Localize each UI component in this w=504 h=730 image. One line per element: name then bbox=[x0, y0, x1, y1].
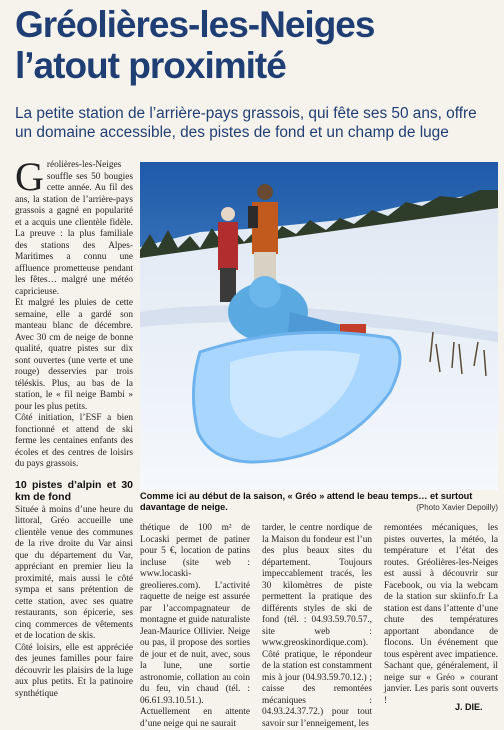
photo-caption: Comme ici au début de la saison, « Gréo » attend le beau temps… et surtout davantage de neige. bbox=[140, 491, 473, 512]
column-4 bbox=[384, 523, 498, 707]
paragraph: thétique de 100 m² de Locaski permet de patiner pour 5 €, location de patins incluse (site web : www.locaski-greolieres.com). L’activité raquette de neige est assurée par l’accompagnateur de montagne et guide naturaliste Jean-Maurice Ollivier. Neige ou pas, il propose des sorties de jour et de nuit, avec, sous la lune, une sortie astronomie, collation au coin du feu, vin chaud (tél. : 06.61.93.10.51.). Actuellement en attente d’une neige qui ne saurait bbox=[140, 523, 250, 729]
intro-paragraph: réolières-les-Neiges souffle ses 50 bougies cette année. Au fil des ans, la station de l’arrière-pays grassois a gagné en popularité et a acquis une clientèle fidèle. La preuve : la plus familiale des stations des Alpes-Maritimes a connu une affluence prometteuse pendant les fêtes… malgré une météo capricieuse. bbox=[15, 160, 133, 297]
deck-subtitle: La petite station de l’arrière-pays grassois, qui fête ses 50 ans, offre un domaine accessible, des pistes de fond et un champ de luge bbox=[15, 105, 477, 141]
paragraph: tarder, le centre nordique de la Maison du fondeur est l’un des plus beaux sites du département. Toujours impeccablement tracés, les 30 kilomètres de piste permettent la pratique des différents styles de ski de fond (tél. : 04.93.59.70.57., site web : www.greoskinordique.com). Côté pratique, le répondeur de la station est constamment mis à jour (04.93.59.70.12.) ; caisse des remontées mécaniques : 04.93.24.37.72.) pour tout savoir sur l’enneigement, les bbox=[262, 523, 372, 729]
paragraph: Située à moins d’une heure du littoral, Gréo accueille une clientèle venue des communes de la rive droite du Var ainsi que du département du Var, appréciant en premier lieu la proximité, mais aussi le côté sympa et sans prétention de cette station, avec ses quatre restaurants, son épicerie, ses cinq commerces de vêtements et de location de skis. bbox=[15, 504, 133, 641]
column-1 bbox=[15, 154, 133, 700]
column-2 bbox=[140, 523, 250, 730]
drop-cap: G bbox=[15, 154, 44, 199]
ski-photo-illustration bbox=[140, 162, 498, 490]
photo-credit: (Photo Xavier Depoilly) bbox=[416, 503, 498, 512]
headline bbox=[15, 4, 495, 86]
article-photo bbox=[140, 162, 498, 490]
section-subhead: 10 pistes d’alpin et 30 km de fond bbox=[15, 478, 133, 503]
headline-line-2: l’atout proximité bbox=[15, 45, 286, 86]
paragraph: Côté loisirs, elle est appréciée des jeunes familles pour faire découvrir les plaisirs de la luge aux plus petits. Et la patinoire synthétique bbox=[15, 642, 133, 699]
paragraph: Côté initiation, l’ESF a bien fonctionné et attend de ski ferme les centaines enfants des écoles et des centres de loisirs du pays grassois. bbox=[15, 413, 133, 469]
author-signature: J. DIE. bbox=[455, 702, 483, 712]
paragraph: remontées mécaniques, les pistes ouvertes, la météo, la température et l’état des routes. Gréolières-les-Neiges est aussi à découvrir sur Facebook, ou via la webcam de la station sur skiinfo.fr La station est dans l’attente d’une chute des températures apportant abondance de flocons. Un événement que tous espèrent avec impatience. Sachant que, généralement, il neige sur « Gréo » courant janvier. Les paris sont ouverts ! bbox=[384, 523, 498, 706]
paragraph: Et malgré les pluies de cette semaine, elle a gardé son manteau blanc de décembre. Avec 30 cm de neige de bonne qualité, quatre pistes sur dix sont ouvertes (une verte et une rouge) desservies par trois téléskis. Plus, au bas de la station, le « fil neige Bambi » pour les plus petits. bbox=[15, 298, 133, 412]
column-3 bbox=[262, 523, 372, 730]
headline-line-1: Gréolières-les-Neiges bbox=[15, 4, 375, 45]
